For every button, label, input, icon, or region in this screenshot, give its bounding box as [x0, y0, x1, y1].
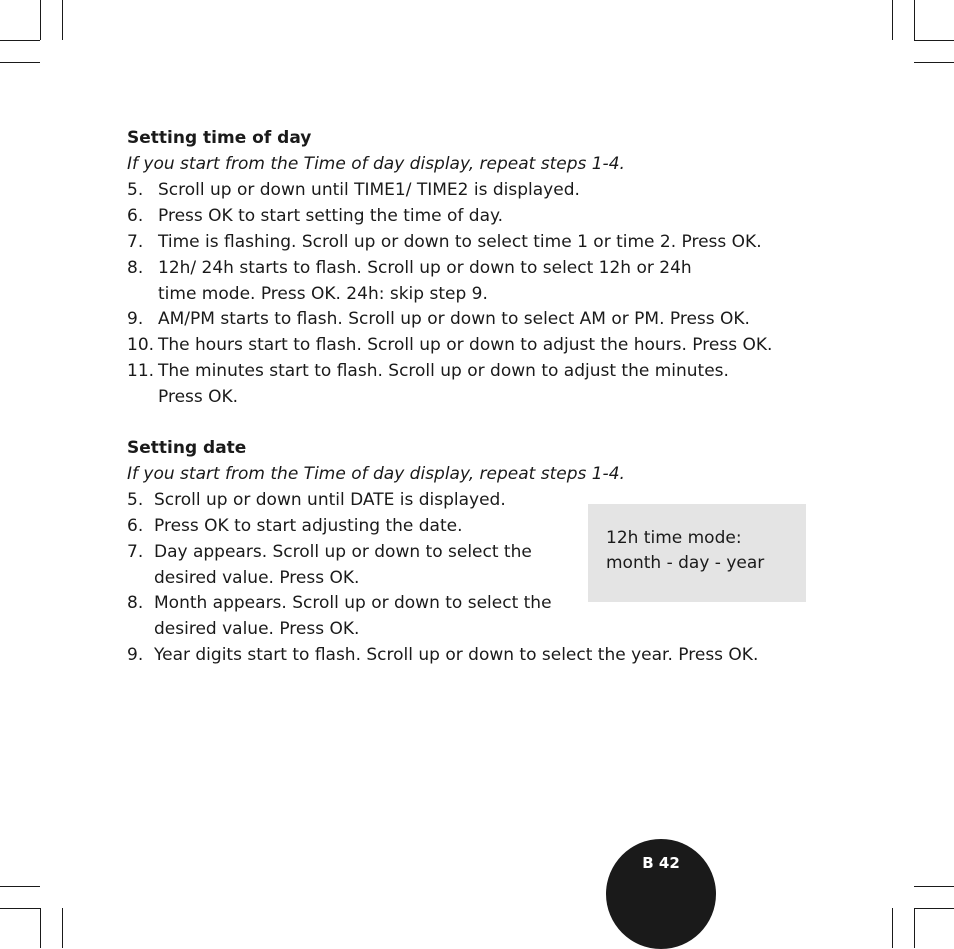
section-intro-time: If you start from the Time of day display, repeat steps 1-4. [127, 154, 625, 174]
step-text [158, 177, 580, 203]
step-line: The minutes start to flash. Scroll up or down to adjust the minutes. [158, 361, 729, 381]
step-number: 5. [127, 180, 144, 200]
crop-mark [0, 62, 40, 63]
step-text [154, 642, 758, 668]
crop-mark [40, 908, 41, 948]
crop-mark [892, 908, 893, 948]
step-line: Month appears. Scroll up or down to select the [154, 593, 552, 613]
crop-mark [892, 0, 893, 40]
crop-mark [914, 886, 954, 887]
step-line: Scroll up or down until TIME1/ TIME2 is displayed. [158, 180, 580, 200]
step-number: 11. [127, 361, 155, 381]
step-line: Time is flashing. Scroll up or down to select time 1 or time 2. Press OK. [158, 232, 762, 252]
crop-mark [914, 40, 954, 41]
page-number: B 42 [642, 854, 680, 872]
step-line: Scroll up or down until DATE is displayed. [154, 490, 506, 510]
step-number: 8. [127, 593, 144, 613]
step-line: time mode. Press OK. 24h: skip step 9. [158, 284, 488, 304]
section-title-time: Setting time of day [127, 128, 312, 148]
list-item [127, 255, 827, 307]
list-item [127, 590, 577, 642]
step-line: Press OK to start setting the time of day. [158, 206, 504, 226]
step-number: 9. [127, 645, 144, 665]
step-number: 7. [127, 542, 144, 562]
crop-mark [0, 908, 40, 909]
crop-mark [914, 0, 915, 40]
list-item [127, 642, 827, 668]
step-line: desired value. Press OK. [154, 568, 360, 588]
crop-mark [62, 0, 63, 40]
step-line: The hours start to flash. Scroll up or down to adjust the hours. Press OK. [158, 335, 773, 355]
list-item [127, 487, 577, 513]
step-text [154, 513, 463, 539]
step-line: Day appears. Scroll up or down to select the [154, 542, 532, 562]
step-line: AM/PM starts to flash. Scroll up or down to select AM or PM. Press OK. [158, 309, 750, 329]
step-number: 10. [127, 335, 155, 355]
note-line: month - day - year [606, 553, 765, 573]
step-text [158, 255, 692, 307]
step-line: Press OK to start adjusting the date. [154, 516, 463, 536]
note-box [588, 504, 806, 602]
step-number: 9. [127, 309, 144, 329]
crop-mark [0, 40, 40, 41]
step-number: 7. [127, 232, 144, 252]
step-number: 5. [127, 490, 144, 510]
step-text [158, 306, 750, 332]
crop-mark [914, 908, 954, 909]
crop-mark [914, 908, 915, 948]
list-item [127, 539, 577, 591]
crop-mark [62, 908, 63, 948]
step-text [154, 539, 532, 591]
step-text [158, 358, 729, 410]
crop-mark [40, 0, 41, 40]
step-number: 8. [127, 258, 144, 278]
list-item [127, 513, 577, 539]
crop-mark [0, 886, 40, 887]
step-line: 12h/ 24h starts to flash. Scroll up or down to select 12h or 24h [158, 258, 692, 278]
note-line: 12h time mode: [606, 528, 742, 548]
list-item [127, 306, 827, 332]
step-text [154, 590, 552, 642]
list-item [127, 177, 827, 203]
step-line: Year digits start to flash. Scroll up or down to select the year. Press OK. [154, 645, 759, 665]
list-item [127, 203, 827, 229]
step-line: desired value. Press OK. [154, 619, 360, 639]
step-number: 6. [127, 516, 144, 536]
step-text [154, 487, 506, 513]
step-text [158, 203, 503, 229]
list-item [127, 332, 827, 358]
section-intro-date: If you start from the Time of day display, repeat steps 1-4. [127, 464, 625, 484]
section-title-date: Setting date [127, 438, 247, 458]
step-text [158, 229, 762, 255]
step-number: 6. [127, 206, 144, 226]
step-text [158, 332, 772, 358]
list-item [127, 358, 827, 410]
step-line: Press OK. [158, 387, 239, 407]
crop-mark [914, 62, 954, 63]
list-item [127, 229, 827, 255]
